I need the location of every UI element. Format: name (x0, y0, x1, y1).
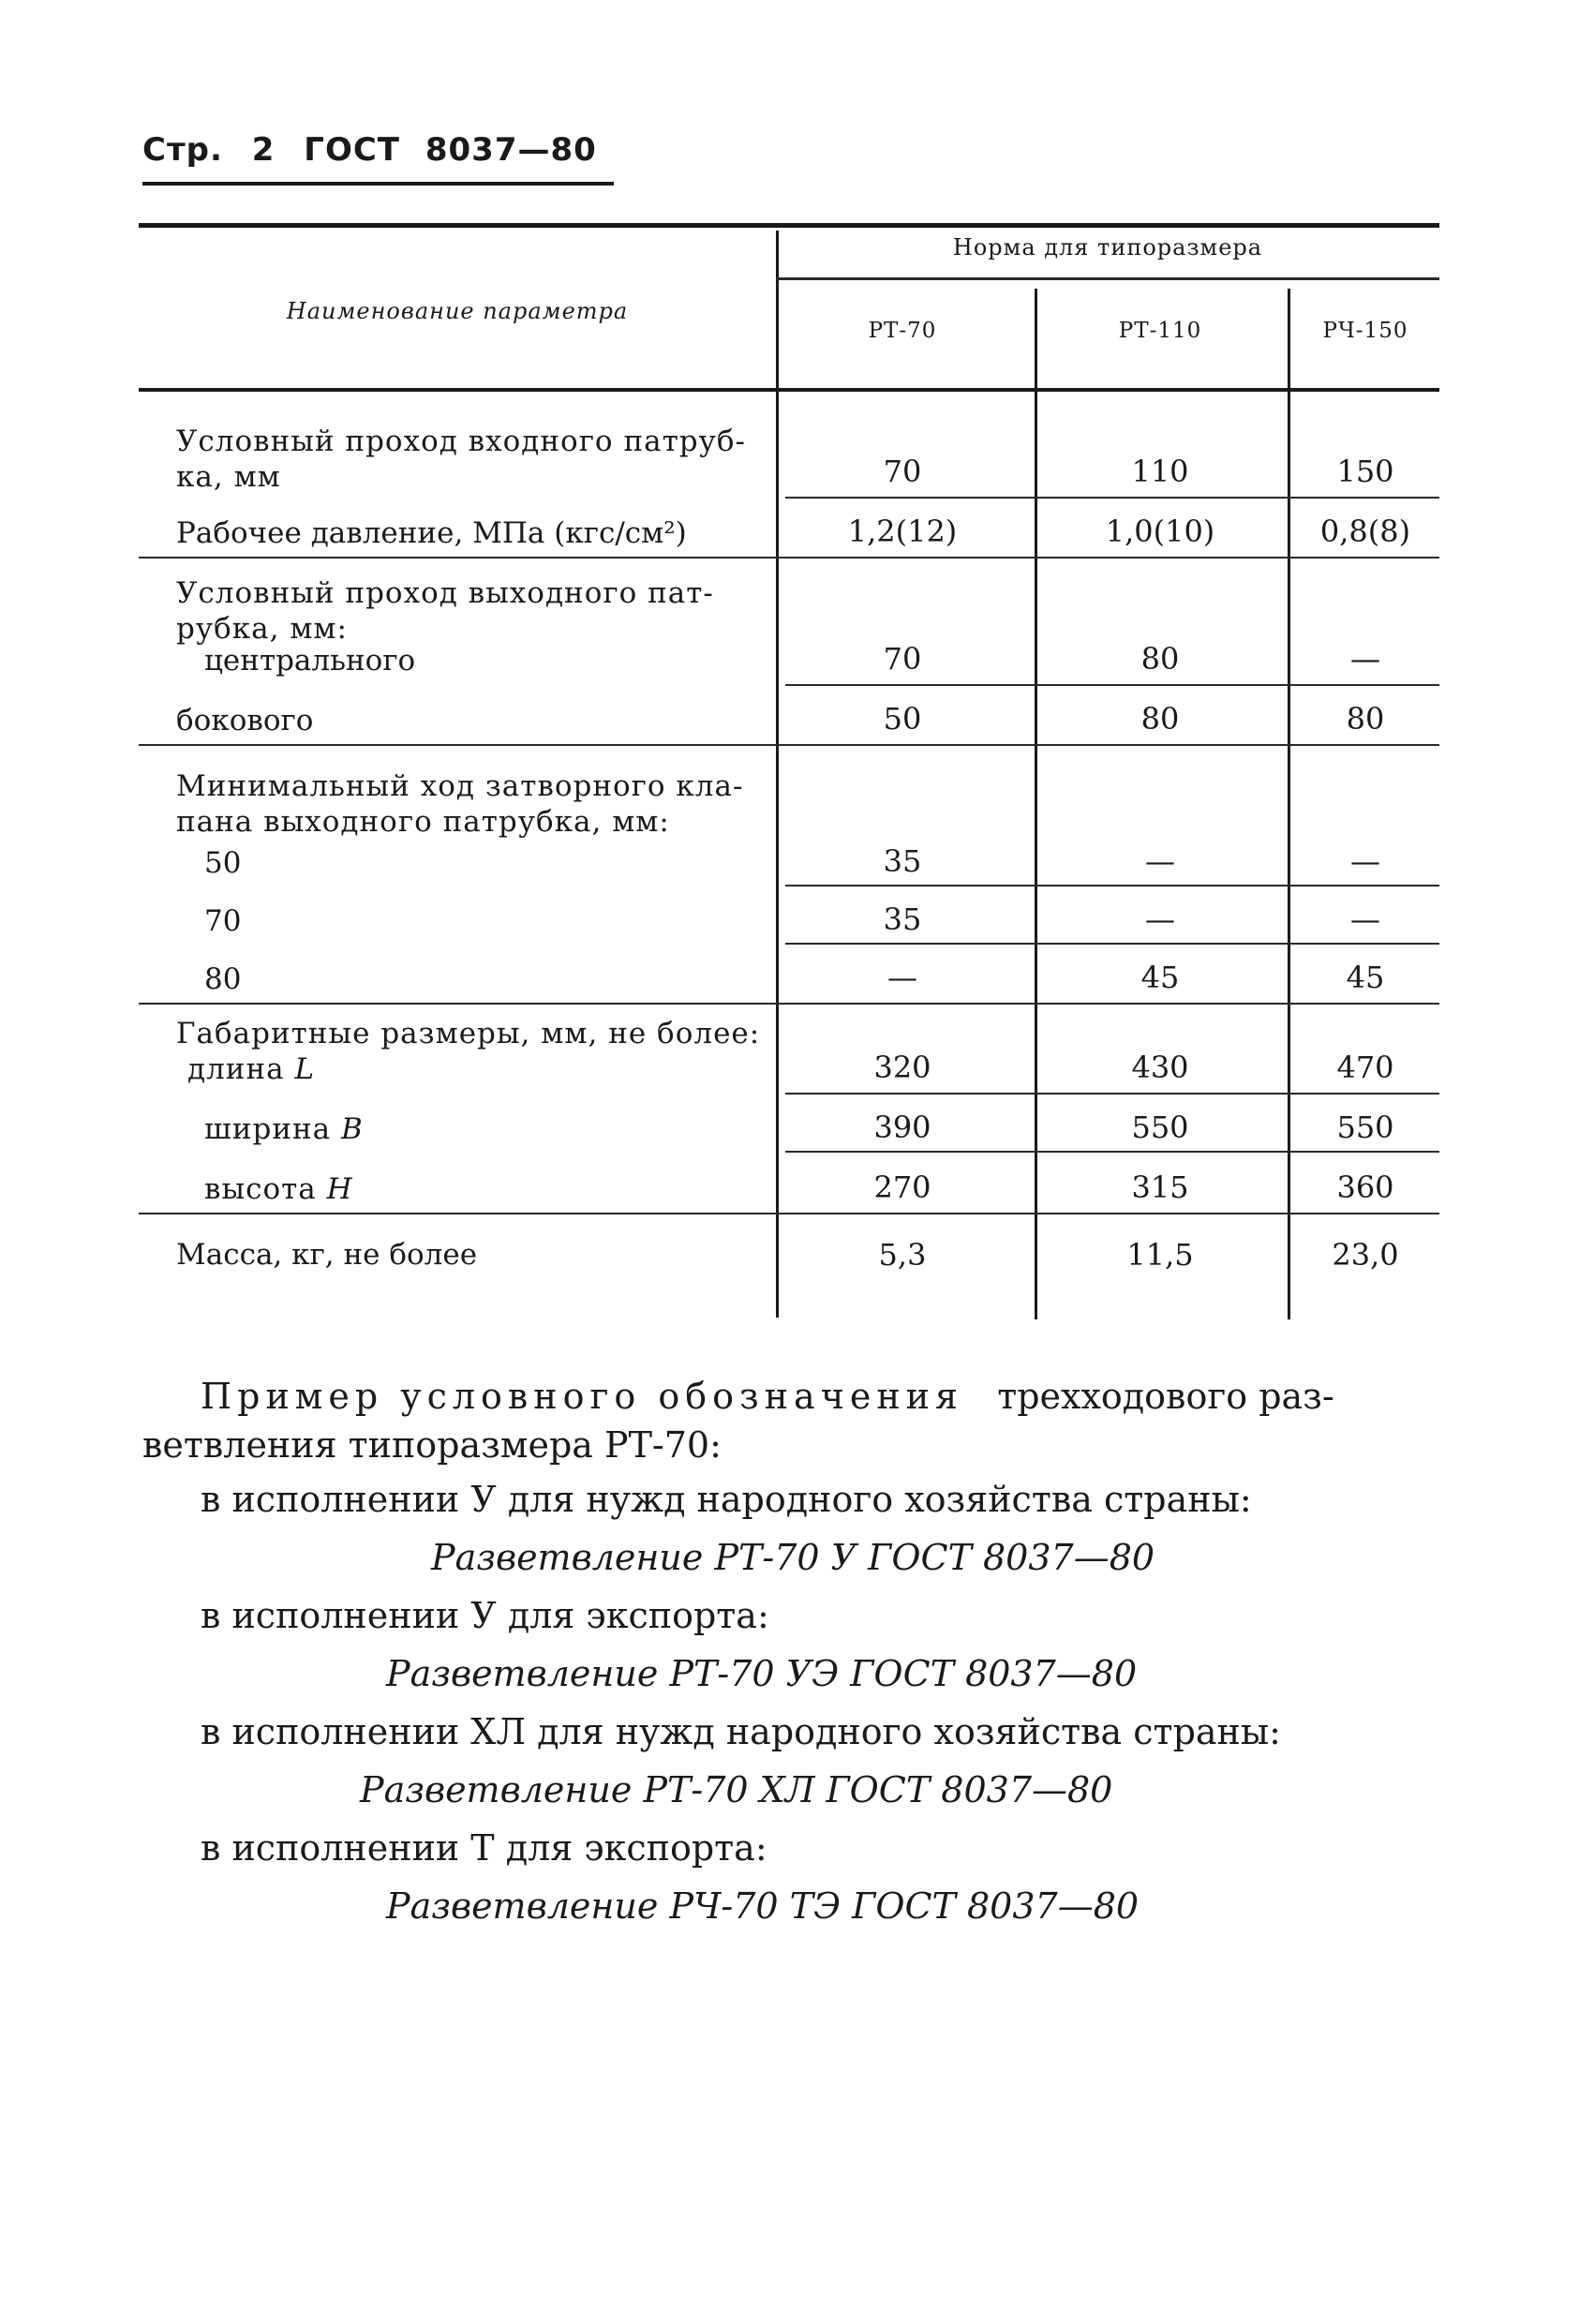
table-header-rule (139, 388, 1439, 392)
row-label-outlet: Условный проход выходного пат- рубка, мм: (176, 576, 714, 646)
example-condition: в исполнении ХЛ для нужд народного хозяйства страны: (201, 1711, 1281, 1752)
cell-height-rch150: 360 (1336, 1169, 1394, 1205)
cell-central-rch150: — (1350, 641, 1380, 677)
example-designation: Разветвление РЧ-70 ТЭ ГОСТ 8037—80 (386, 1885, 1140, 1927)
row-label-dims-height: высота H (204, 1172, 353, 1206)
cell-mass-rt110: 11,5 (1126, 1237, 1194, 1273)
header-group-rule (776, 277, 1439, 280)
row-rule (785, 1151, 1439, 1153)
example-designation: Разветвление РТ-70 ХЛ ГОСТ 8037—80 (360, 1769, 1113, 1810)
cell-width-rt110: 550 (1131, 1110, 1189, 1145)
row-rule (139, 1213, 1439, 1214)
row-label-inlet: Условный проход входного патруб- ка, мм (176, 425, 746, 494)
cell-mass-rt70: 5,3 (878, 1237, 927, 1273)
cell-side-rch150: 80 (1346, 701, 1385, 737)
row-label-outlet-central: центрального (204, 644, 416, 678)
row-rule (785, 1093, 1439, 1095)
cell-stroke50-rt110: — (1145, 843, 1175, 879)
param-column-header: Наименование параметра (286, 298, 629, 324)
example-condition: в исполнении У для экспорта: (201, 1595, 769, 1636)
cell-stroke70-rt110: — (1145, 901, 1175, 937)
example-condition: в исполнении У для нужд народного хозяйства страны: (201, 1479, 1252, 1520)
table-top-rule (139, 223, 1439, 228)
row-label-stroke-80: 80 (204, 962, 242, 996)
size-header-rch150: РЧ-150 (1322, 319, 1408, 343)
cell-inlet-rch150: 150 (1336, 454, 1394, 489)
row-rule (785, 684, 1439, 686)
row-label-pressure: Рабочее давление, МПа (кгс/см²) (176, 516, 687, 550)
page-label: Стр. (142, 131, 223, 169)
row-label-stroke-70: 70 (204, 904, 242, 938)
row-label-dims: Габаритные размеры, мм, не более: (176, 1017, 761, 1050)
page-header (142, 131, 614, 186)
cell-stroke80-rt70: — (887, 960, 917, 995)
cell-pressure-rt70: 1,2(12) (847, 514, 958, 549)
row-label-mass: Масса, кг, не более (176, 1238, 478, 1272)
cell-side-rt110: 80 (1140, 701, 1180, 737)
row-label-stroke: Минимальный ход затворного кла- пана выходного патрубка, мм: (176, 769, 744, 839)
standard-number: 8037—80 (425, 131, 597, 169)
column-divider (1288, 289, 1290, 1319)
cell-stroke70-rt70: 35 (883, 901, 922, 937)
cell-length-rch150: 470 (1336, 1050, 1394, 1085)
example-intro-line1: Пример условного обозначения трехходового раз- (201, 1376, 1334, 1417)
example-condition: в исполнении Т для экспорта: (201, 1827, 767, 1869)
row-rule (139, 1003, 1439, 1005)
column-divider (1035, 289, 1037, 1319)
size-header-rt70: РТ-70 (868, 319, 937, 343)
cell-central-rt70: 70 (883, 641, 922, 677)
cell-height-rt110: 315 (1131, 1169, 1189, 1205)
row-rule (139, 744, 1439, 746)
gost-label: ГОСТ (304, 131, 400, 169)
size-header-rt110: РТ-110 (1118, 319, 1202, 343)
cell-length-rt70: 320 (873, 1050, 931, 1085)
row-label-stroke-50: 50 (204, 846, 242, 880)
example-designation: Разветвление РТ-70 У ГОСТ 8037—80 (431, 1537, 1155, 1578)
cell-side-rt70: 50 (883, 701, 922, 737)
cell-central-rt110: 80 (1140, 641, 1180, 677)
row-rule (139, 557, 1439, 559)
row-rule (785, 885, 1439, 886)
cell-pressure-rt110: 1,0(10) (1105, 514, 1215, 549)
row-label-dims-length: длина L (187, 1052, 316, 1086)
cell-stroke70-rch150: — (1350, 901, 1380, 937)
row-label-outlet-side: бокового (176, 704, 314, 737)
example-designation: Разветвление РТ-70 УЭ ГОСТ 8037—80 (386, 1653, 1138, 1694)
cell-pressure-rch150: 0,8(8) (1319, 514, 1411, 549)
row-rule (785, 943, 1439, 945)
cell-width-rch150: 550 (1336, 1110, 1394, 1145)
row-rule (785, 497, 1439, 499)
row-label-dims-width: ширина B (204, 1112, 364, 1146)
cell-width-rt70: 390 (873, 1110, 931, 1145)
example-intro-line2: ветвления типоразмера РТ-70: (142, 1424, 722, 1466)
cell-length-rt110: 430 (1131, 1050, 1189, 1085)
cell-mass-rch150: 23,0 (1332, 1237, 1399, 1273)
page-number: 2 (251, 131, 276, 169)
cell-inlet-rt70: 70 (883, 454, 922, 489)
column-divider (776, 231, 779, 1318)
cell-stroke50-rch150: — (1350, 843, 1380, 879)
cell-height-rt70: 270 (873, 1169, 931, 1205)
cell-stroke80-rch150: 45 (1346, 960, 1385, 995)
cell-stroke50-rt70: 35 (883, 843, 922, 879)
norm-group-header: Норма для типоразмера (952, 234, 1263, 261)
cell-inlet-rt110: 110 (1131, 454, 1189, 489)
cell-stroke80-rt110: 45 (1140, 960, 1180, 995)
